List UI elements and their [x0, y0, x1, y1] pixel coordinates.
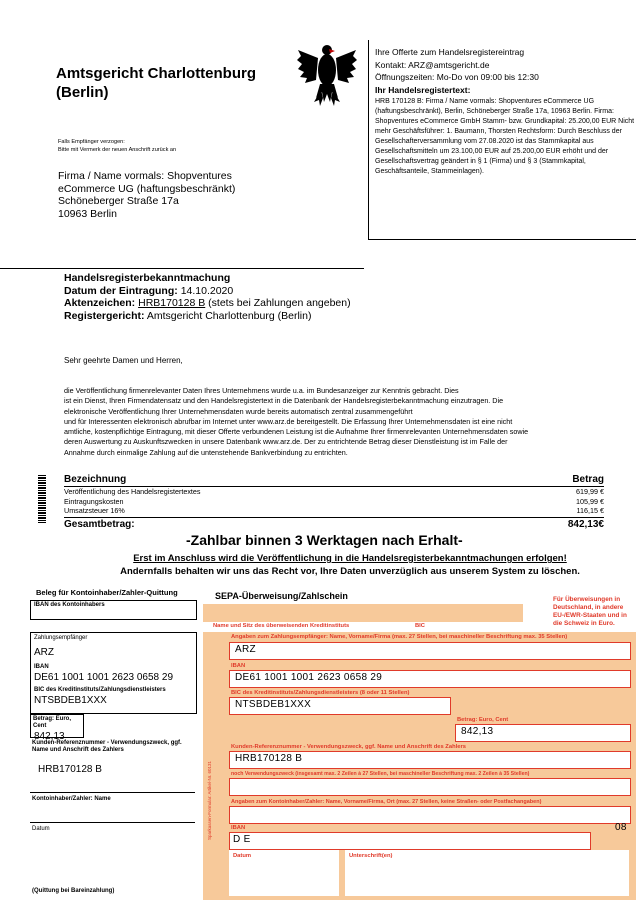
amount-value: 842,13: [34, 731, 65, 742]
payer-iban-input[interactable]: [229, 832, 591, 850]
payee-label: Zahlungsempfänger: [34, 635, 88, 641]
opening-hours: Öffnungszeiten: Mo-Do von 09:00 bis 12:30: [375, 72, 539, 82]
sender-return-note: [58, 138, 176, 154]
court-name-line1: Amtsgericht Charlottenburg: [56, 65, 257, 82]
bic-field-label: BIC des Kreditinstituts/Zahlungsdienstleisters (8 oder 11 Stellen): [231, 690, 410, 696]
court-name-line2: (Berlin): [56, 84, 109, 101]
federal-eagle-logo: [296, 40, 358, 108]
body-line: die Veröffentlichung firmenrelevanter Daten Ihres Unternehmens wurde u.a. im Bundesanzeiger zur Kenntnis gebracht. Dies: [64, 386, 459, 395]
bic-value: NTSBDEB1XXX: [34, 695, 107, 706]
bank-name-field[interactable]: [203, 604, 523, 622]
payer-iban-prefix: D E: [233, 834, 251, 845]
notice-line1: Erst im Anschluss wird die Veröffentlichung in die Handelsregisterbekanntmachungen erfolgen!: [133, 553, 567, 564]
iban-value: DE61 1001 1001 2623 0658 29: [34, 672, 174, 683]
address-line3: Schöneberger Straße 17a: [58, 195, 179, 207]
table-row: [64, 506, 604, 516]
payee-value: ARZ: [34, 647, 54, 658]
payer-input[interactable]: [229, 806, 631, 824]
date-field-label: Datum: [32, 826, 50, 832]
body-line: amtliche, kostenpflichtige Eintragung, mit dieser Offerte verbundenen Leistung ist die Aufnahme Ihrer firmenrelevanten Unternehmensdaten sowie: [64, 427, 529, 437]
row-value: 116,15 €: [576, 506, 604, 516]
total-value: 842,13€: [567, 518, 604, 530]
date-field[interactable]: [229, 850, 339, 896]
receipt-date-field[interactable]: [30, 822, 195, 883]
column-amount: Betrag: [572, 474, 604, 485]
payee-block: [30, 632, 197, 714]
row-label: Eintragungskosten: [64, 496, 124, 506]
amount-value: 842,13: [461, 726, 494, 737]
payee-value: ARZ: [235, 644, 256, 655]
body-text: [64, 386, 604, 458]
body-line: ist ein Dienst, Ihren Firmendatensatz und den Handelsregistertext in die Datenbank der Handelsregisterbekanntmachung einzutragen. Die: [64, 396, 504, 406]
file-number-value: HRB170128 B: [138, 297, 206, 309]
salutation: Sehr geehrte Damen und Herren,: [64, 356, 183, 365]
court-name: [56, 64, 256, 102]
body-line: Annahme durch einmalige Zahlung auf die untenstehende Bankverbindung zu entrichten.: [64, 447, 348, 457]
payee-label: Angaben zum Zahlungsempfänger: Name, Vorname/Firma (max. 27 Stellen, bei maschineller Beschriftung max. 35 Stellen): [231, 634, 568, 640]
total-label: Gesamtbetrag:: [64, 518, 135, 530]
payer-name-field[interactable]: [30, 792, 195, 823]
register-text: HRB 170128 B: Firma / Name vormals: Shopventures eCommerce UG (haftungsbeschränkt), Berlin, Schöneberger Straße 17a, 10963 Berlin. Firma: Shopventures eCommerce GmbH Stamm- bzw. Grundkapital: 25.200,00 EUR Nicht mehr Geschäftsführer: 1. Baumann, Thorsten Rechtsform: Durch Beschluss der Gesellschafterversammlung vom 27.08.2020 ist das Stammkapital aus Gesellschaftsmitteln um 23.100,00 EUR auf 25.200,00 EUR erhöht und der Gesellschaftsvertrag geändert in § 1 (Firma) und § 3 (Stammkapital, Geschäftsanteile, Stammeinlagen).: [375, 98, 635, 175]
iban-label: IBAN: [34, 664, 49, 670]
bic-label: BIC des Kreditinstituts/Zahlungsdienstleisters: [34, 687, 166, 693]
payer-iban-label: IBAN: [231, 825, 246, 831]
register-text-heading: Ihr Handelsregistertext:: [375, 84, 471, 95]
form-article-number: Sparkassen-Formular: Artikel-Nr. 60131: [207, 760, 212, 840]
row-label: Veröffentlichung des Handelsregistertextes: [64, 487, 201, 496]
row-value: 619,99 €: [576, 487, 604, 496]
contact-email: Kontakt: ARZ@amtsgericht.de: [375, 59, 490, 70]
payment-due-heading: -Zahlbar binnen 3 Werktagen nach Erhalt-: [186, 532, 463, 548]
reference-value: HRB170128 B: [38, 764, 102, 775]
payer-label: Kontoinhaber/Zahler: Name: [32, 796, 111, 802]
register-court-value: Amtsgericht Charlottenburg (Berlin): [146, 309, 312, 322]
amount-label: Betrag: Euro, Cent: [33, 716, 72, 729]
file-number-label: Aktenzeichen:: [64, 297, 136, 309]
signature-field[interactable]: [345, 850, 629, 896]
receipt-title: Beleg für Kontoinhaber/Zahler-Quittung: [36, 588, 178, 597]
reference2-input[interactable]: [229, 778, 631, 796]
row-label: Umsatzsteuer 16%: [64, 506, 125, 516]
publication-notice: [80, 552, 620, 578]
reference2-label: noch Verwendungszweck (insgesamt max. 2 Zeilen à 27 Stellen, bei maschineller Beschriftung max. 2 Zeilen à 35 Stellen): [231, 771, 530, 777]
receipt-footer: (Quittung bei Bareinzahlung): [32, 888, 115, 894]
payer-receipt: [30, 588, 200, 898]
table-row: [64, 487, 604, 497]
payer-label: Angaben zum Kontoinhaber/Zahler: Name, Vorname/Firma, Ort (max. 27 Stellen, keine Straßen- oder Postfachangaben): [231, 799, 542, 805]
address-line4: 10963 Berlin: [58, 207, 117, 220]
notice-line2: Andernfalls behalten wir uns das Recht vor, Ihre Daten unverzüglich aus unserem System zu löschen.: [120, 566, 580, 577]
date-label: Datum: [233, 853, 252, 859]
body-line: deren Auswertung zu Auskunftszwecken in unsere Datenbank www.arz.de. Der zu entrichtende Betrag dieser Dienstleistung ist im Falle der: [64, 437, 508, 447]
cost-table-header: [64, 474, 604, 487]
date-label: Datum der Eintragung:: [64, 284, 178, 297]
form-code: 08: [615, 822, 627, 833]
offer-heading: Ihre Offerte zum Handelsregistereintrag: [375, 47, 525, 57]
sender-note-line1: Falls Empfänger verzogen:: [58, 139, 125, 145]
column-designation: Bezeichnung: [64, 474, 127, 485]
reference-label: Kunden-Referenznummer - Verwendungszweck, ggf. Name und Anschrift des Zahlers: [231, 744, 466, 750]
reference-value: HRB170128 B: [235, 753, 303, 764]
file-number-note: (stets bei Zahlungen angeben): [208, 297, 351, 309]
address-line2: eCommerce UG (haftungsbeschränkt): [58, 182, 236, 195]
bank-name-label: Name und Sitz des überweisenden Kreditinstituts: [213, 623, 350, 629]
amount-label: Betrag: Euro, Cent: [457, 717, 509, 723]
subject-title: Handelsregisterbekanntmachung: [64, 272, 231, 284]
payee-input[interactable]: [229, 642, 631, 660]
sepa-transfer-form: [203, 592, 636, 900]
receipt-amount-field[interactable]: [30, 714, 84, 742]
iban-holder-field[interactable]: [30, 600, 197, 620]
address-line1: Firma / Name vormals: Shopventures: [58, 170, 232, 182]
subject-block: [64, 272, 351, 322]
sepa-title: SEPA-Überweisung/Zahlschein: [215, 591, 348, 601]
sender-note-line2: Bitte mit Vermerk der neuen Anschrift zurück an: [58, 147, 177, 153]
row-value: 105,99 €: [576, 496, 604, 506]
offer-info-box: [368, 40, 636, 240]
iban-value: DE61 1001 1001 2623 0658 29: [235, 672, 383, 683]
bank-bic-label: BIC: [415, 623, 425, 629]
recipient-address: [58, 170, 235, 220]
body-line: und für Interessenten elektronisch abrufbar im Internet unter www.arz.de bereitgestellt. Die Erfassung Ihrer Unternehmensdaten ist eine nicht: [64, 416, 513, 426]
bic-value: NTSBDEB1XXX: [235, 699, 312, 710]
iban-holder-label: IBAN des Kontoinhabers: [34, 602, 105, 608]
table-row: [64, 497, 604, 507]
date-value: 14.10.2020: [180, 284, 234, 297]
body-line: elektronische Veröffentlichung Ihrer Unternehmensdaten wurde bereits automatisch zentral zusammengeführt: [64, 406, 413, 416]
total-row: [64, 517, 604, 531]
reference-block: [32, 740, 182, 775]
barcode: [38, 475, 46, 523]
cost-table: [64, 474, 604, 531]
iban-label: IBAN: [231, 663, 246, 669]
register-court-label: Registergericht:: [64, 309, 145, 322]
reference-label: Kunden-Referenznummer - Verwendungszweck, ggf. Name und Anschrift des Zahlers: [32, 740, 182, 753]
signature-label: Unterschrift(en): [349, 853, 393, 859]
sepa-side-note: Für Überweisungen in Deutschland, in andere EU-/EWR-Staaten und in die Schweiz in Euro.: [553, 596, 627, 627]
divider: [0, 268, 364, 269]
